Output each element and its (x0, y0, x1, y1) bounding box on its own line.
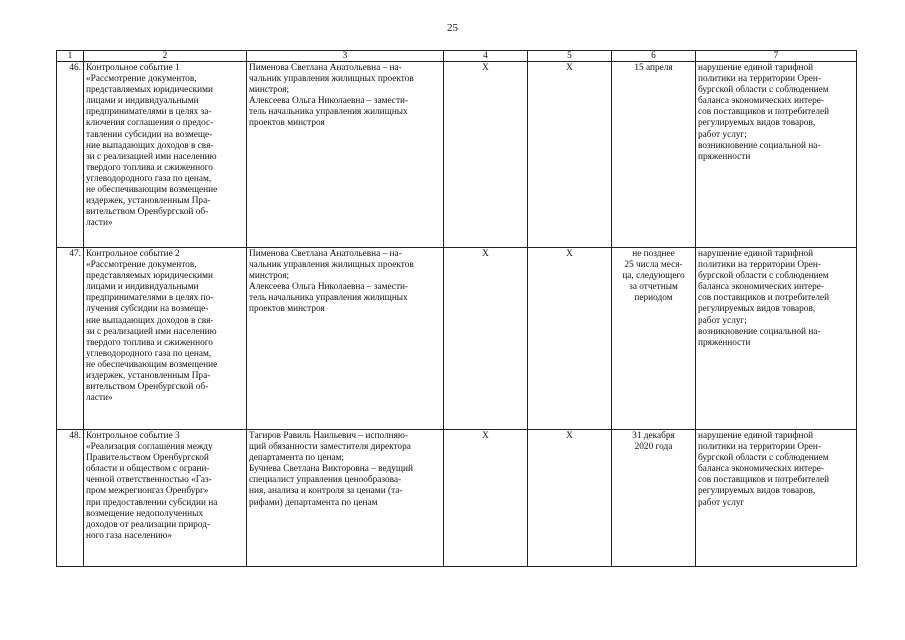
event-description: Контрольное событие 1 «Рассмотрение документов, представляемых юридическими лицами и индивидуальными предпринимателями в целях за- ключения соглашения о предос- тавлении субсидии на возмеще- ние выпадающих доходов в свя- зи с реализацией ими населению твердого топлива и сжиженного углеводородного газа по ценам, не обеспечивающим возмещение издержек, установленным Пра- вительством Оренбургской об- ласти» (84, 62, 247, 248)
column-4-value: Х (444, 248, 528, 430)
deadline: 31 декабря 2020 года (612, 430, 696, 567)
deadline: не позднее 25 числа меся- ца, следующего за отчетным периодом (612, 248, 696, 430)
row-number: 48. (57, 430, 84, 567)
risk-description: нарушение единой тарифной политики на территории Орен- бургской области с соблюдением баланса экономических интере- сов поставщиков и потребителей регулируемых видов товаров, работ услуг (696, 430, 857, 567)
risk-description: нарушение единой тарифной политики на территории Орен- бургской области с соблюдением баланса экономических интере- сов поставщиков и потребителей регулируемых видов товаров, работ услуг; возникновение социальной на- пряженности (696, 248, 857, 430)
row-number: 46. (57, 62, 84, 248)
deadline: 15 апреля (612, 62, 696, 248)
column-5-value: Х (528, 248, 612, 430)
risk-description: нарушение единой тарифной политики на территории Орен- бургской области с соблюдением баланса экономических интере- сов поставщиков и потребителей регулируемых видов товаров, работ услуг; возникновение социальной на- пряженности (696, 62, 857, 248)
column-4-value: Х (444, 62, 528, 248)
responsible-persons: Пименова Светлана Анатольевна – на- чальник управления жилищных проектов минстроя; Алексеева Ольга Николаевна – замести- тель начальника управления жилищных проектов минстроя (247, 62, 444, 248)
column-header-4: 4 (444, 51, 528, 62)
column-header-5: 5 (528, 51, 612, 62)
event-description: Контрольное событие 2 «Рассмотрение документов, представляемых юридическими лицами и индивидуальными предпринимателями в целях по- лучения субсидии на возмеще- ние выпадающих доходов в свя- зи с реализацией ими населению твердого топлива и сжиженного углеводородного газа по ценам, не обеспечивающим возмещение издержек, установленным Пра- вительством Оренбургской об- ласти» (84, 248, 247, 430)
column-header-3: 3 (247, 51, 444, 62)
column-header-7: 7 (696, 51, 857, 62)
column-5-value: Х (528, 62, 612, 248)
responsible-persons: Тагиров Равиль Наильевич – исполняю- щий обязанности заместителя директора департамента по ценам; Бучнева Светлана Викторовна – ведущий специалист управления ценообразова- ния, анализа и контроля за ценами (та- рифами) департамента по ценам (247, 430, 444, 567)
column-number-row (57, 51, 857, 62)
row-number: 47. (57, 248, 84, 430)
table-row (57, 248, 857, 430)
control-events-table (56, 50, 857, 567)
table-row (57, 62, 857, 248)
event-description: Контрольное событие 3 «Реализация соглашения между Правительством Оренбургской области и обществом с ограни- ченной ответственностью «Газ- пром межрегионгаз Оренбург» при предоставлении субсидии на возмещение недополученных доходов от реализации природ- ного газа населению» (84, 430, 247, 567)
page-number: 25 (447, 22, 458, 34)
responsible-persons: Пименова Светлана Анатольевна – на- чальник управления жилищных проектов минстроя; Алексеева Ольга Николаевна – замести- тель начальника управления жилищных проектов минстроя (247, 248, 444, 430)
column-4-value: Х (444, 430, 528, 567)
column-5-value: Х (528, 430, 612, 567)
column-header-6: 6 (612, 51, 696, 62)
column-header-1: 1 (57, 51, 84, 62)
column-header-2: 2 (84, 51, 247, 62)
table-row (57, 430, 857, 567)
